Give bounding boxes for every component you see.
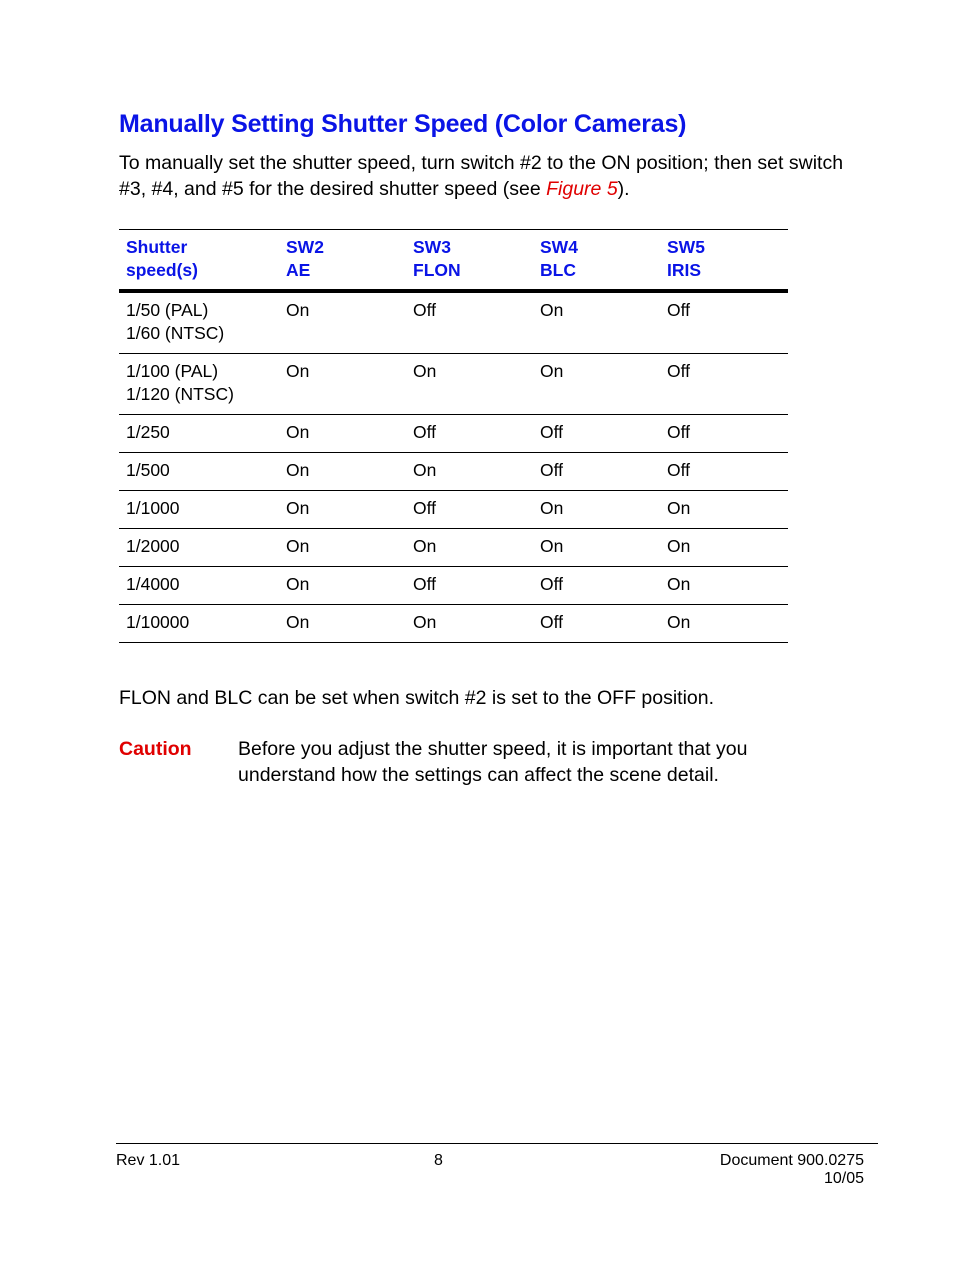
column-header [660,230,788,292]
column-header-line: BLC [540,260,576,280]
table-row [119,415,788,453]
table-row [119,605,788,643]
switch-setting-cell: On [286,574,310,594]
shutter-speed-table [119,229,788,643]
switch-setting-cell: Off [667,300,691,320]
column-header-line: AE [286,260,311,280]
column-header-line: Shutter [126,237,188,257]
figure-link[interactable]: Figure 5 [546,178,618,200]
intro-text-after: ). [617,178,630,200]
switch-setting-cell: Off [667,422,691,442]
switch-setting-cell: On [286,498,310,518]
column-header-line: speed(s) [126,260,198,280]
switch-setting-cell: On [413,612,437,632]
switch-setting-cell: On [286,536,310,556]
page-title: Manually Setting Shutter Speed (Color Cameras) [119,110,687,138]
switch-setting-cell: Off [540,612,564,632]
column-header-line: SW5 [667,237,705,257]
shutter-speed-value: 1/4000 [126,574,180,594]
caution-text: Before you adjust the shutter speed, it is important that you understand how the settings can affect the scene detail. [238,738,748,786]
switch-setting-cell: Off [667,361,691,381]
switch-setting-cell: Off [413,574,437,594]
switch-setting-cell: Off [540,460,564,480]
switch-setting-cell: Off [413,300,437,320]
table-header-row [119,230,788,292]
shutter-speed-value: 1/250 [126,422,170,442]
footer-page-number: 8 [434,1152,443,1169]
switch-setting-cell: Off [667,460,691,480]
switch-setting-cell: On [667,498,691,518]
switch-setting-cell: On [413,361,437,381]
shutter-speed-value: 1/50 (PAL) [126,300,209,320]
switch-setting-cell: On [413,536,437,556]
table-row [119,291,788,354]
switch-setting-cell: On [667,612,691,632]
table-row [119,491,788,529]
shutter-speed-value: 1/120 (NTSC) [126,384,234,404]
table-body [119,291,788,643]
shutter-speed-value: 1/2000 [126,536,180,556]
shutter-speed-cell [119,567,279,605]
switch-setting-cell: On [540,300,564,320]
switch-setting-cell: On [540,536,564,556]
shutter-speed-cell [119,291,279,354]
table-row [119,567,788,605]
switch-setting-cell: On [286,612,310,632]
shutter-speed-value: 1/1000 [126,498,180,518]
shutter-speed-value: 1/60 (NTSC) [126,323,225,343]
shutter-speed-cell [119,605,279,643]
switch-setting-cell: On [667,536,691,556]
column-header [533,230,660,292]
caution-label: Caution [119,738,192,760]
table-row [119,529,788,567]
column-header-line: SW4 [540,237,578,257]
column-header [119,230,279,292]
footer-date: 10/05 [823,1170,864,1187]
footer-document-info [720,1152,864,1188]
column-header-line: SW3 [413,237,451,257]
footer-document-number: Document 900.0275 [719,1152,864,1169]
table-row [119,453,788,491]
column-header-line: IRIS [667,260,702,280]
switch-setting-cell: Off [540,422,564,442]
switch-setting-cell: On [286,300,310,320]
intro-paragraph [119,150,859,202]
shutter-speed-cell [119,491,279,529]
shutter-speed-cell [119,354,279,415]
note-paragraph: FLON and BLC can be set when switch #2 is set to the OFF position. [119,687,715,709]
column-header [279,230,406,292]
footer-divider [116,1143,878,1144]
switch-setting-cell: On [286,361,310,381]
column-header [406,230,533,292]
switch-setting-cell: On [540,361,564,381]
shutter-speed-value: 1/10000 [126,612,190,632]
switch-setting-cell: Off [413,422,437,442]
switch-setting-cell: On [540,498,564,518]
switch-setting-cell: On [286,422,310,442]
shutter-speed-cell [119,415,279,453]
shutter-speed-value: 1/100 (PAL) [126,361,219,381]
switch-setting-cell: Off [413,498,437,518]
column-header-line: FLON [413,260,461,280]
footer-revision: Rev 1.01 [116,1152,181,1169]
shutter-speed-cell [119,529,279,567]
table-row [119,354,788,415]
switch-setting-cell: On [667,574,691,594]
intro-text-before: To manually set the shutter speed, turn switch #2 to the ON position; then set switch #3, #4, and #5 for the desired shutter speed (see [119,152,844,200]
shutter-speed-cell [119,453,279,491]
switch-setting-cell: Off [540,574,564,594]
shutter-speed-value: 1/500 [126,460,170,480]
switch-setting-cell: On [413,460,437,480]
switch-setting-cell: On [286,460,310,480]
column-header-line: SW2 [286,237,324,257]
